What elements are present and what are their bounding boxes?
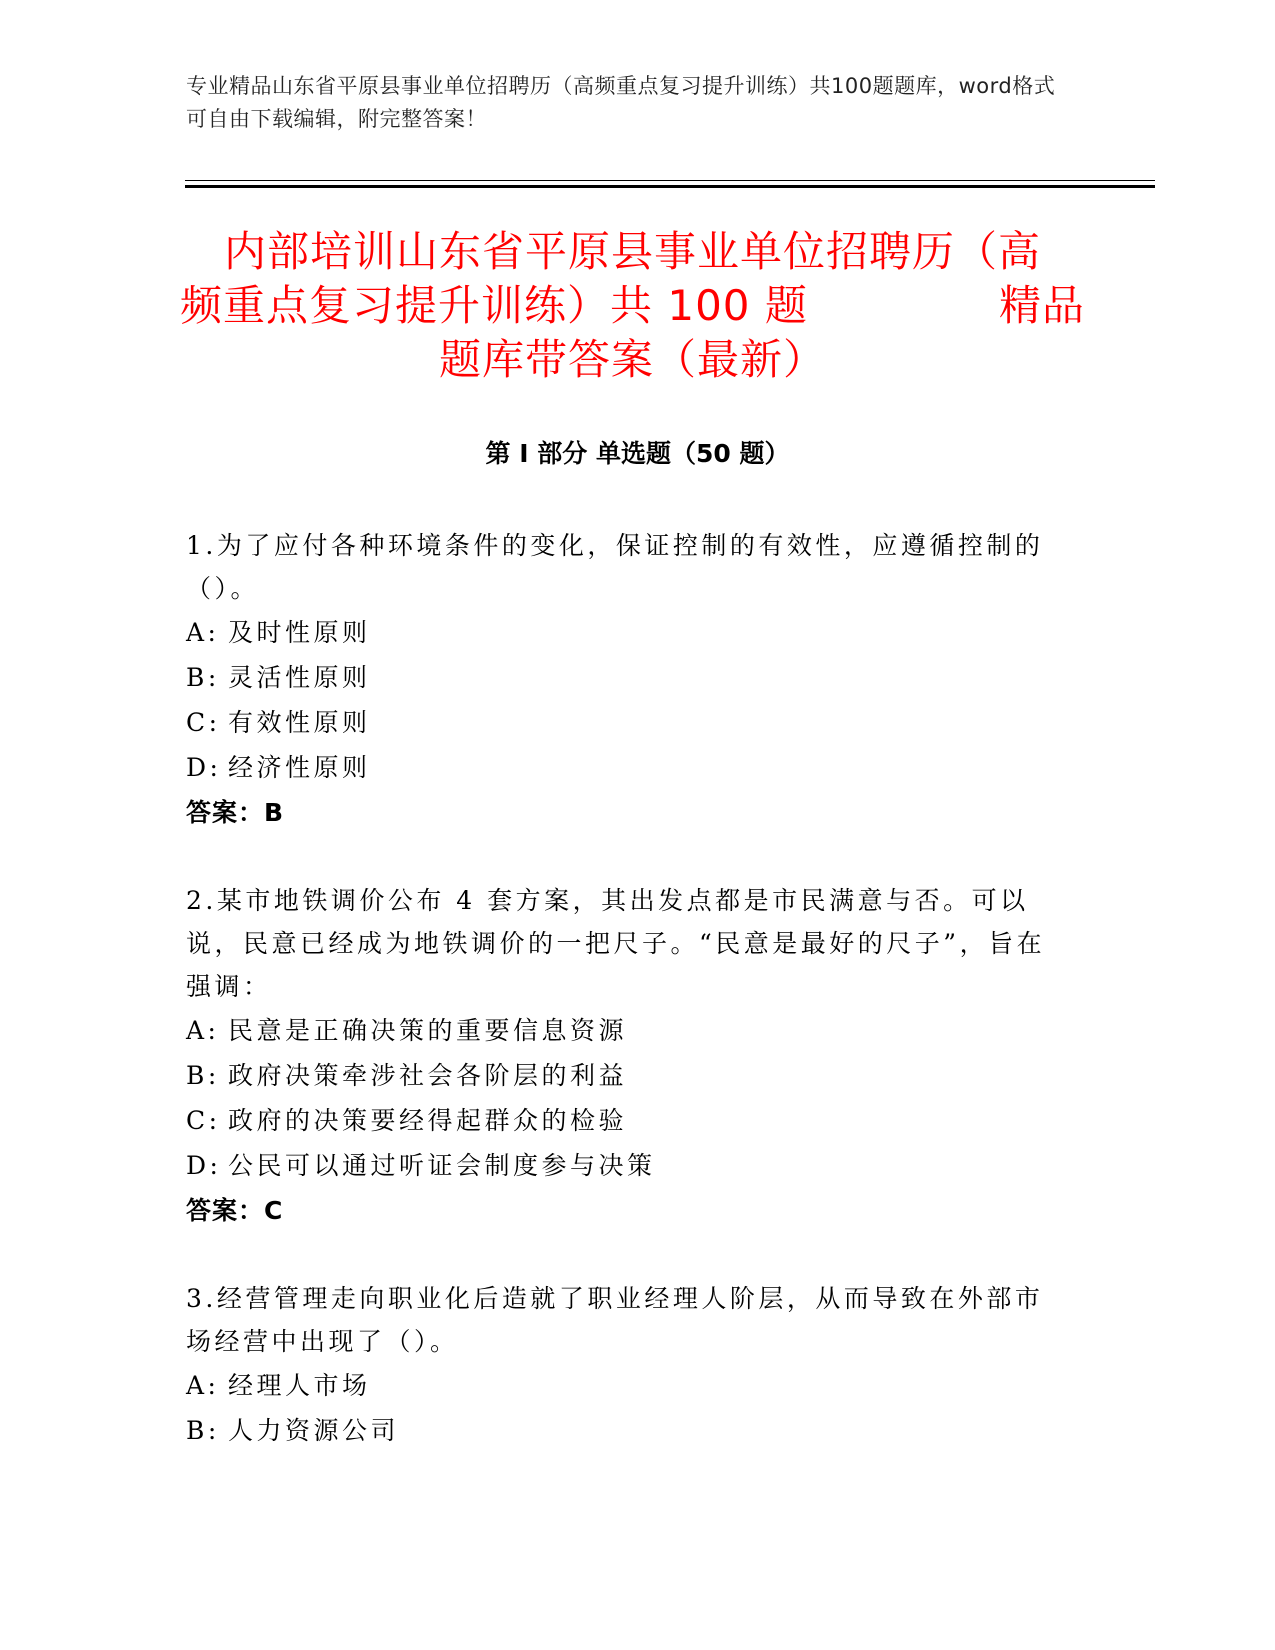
answer-line: 答案：B	[186, 798, 285, 827]
option-letter: A:	[186, 618, 220, 647]
option-c	[186, 1098, 1066, 1143]
question-list	[186, 524, 1066, 1497]
option-letter: D:	[186, 1151, 222, 1180]
title-line-2-right: 精品	[998, 281, 1085, 330]
option-text: 民意是正确决策的重要信息资源	[228, 1016, 628, 1045]
header-rule-thick	[185, 185, 1155, 188]
option-letter: B:	[186, 1416, 220, 1445]
option-letter: C:	[186, 708, 221, 737]
option-d	[186, 745, 1066, 790]
option-letter: A:	[186, 1371, 220, 1400]
option-text: 政府决策牵涉社会各阶层的利益	[228, 1061, 628, 1090]
title-line-2	[180, 279, 1085, 333]
question-stem: 3.经营管理走向职业化后造就了职业经理人阶层，从而导致在外部市场经营中出现了（）。	[186, 1284, 1044, 1356]
option-b	[186, 1408, 1066, 1453]
option-text: 经理人市场	[228, 1371, 371, 1400]
option-a	[186, 1008, 1066, 1053]
title-line-3: 题库带答案（最新）	[438, 335, 826, 384]
option-b	[186, 1053, 1066, 1098]
option-b	[186, 655, 1066, 700]
question-1	[186, 524, 1066, 835]
answer-line: 答案：C	[186, 1196, 284, 1225]
option-text: 公民可以通过听证会制度参与决策	[228, 1151, 656, 1180]
title-line-1: 内部培训山东省平原县事业单位招聘历（高	[223, 227, 1041, 276]
option-c	[186, 700, 1066, 745]
option-text: 经济性原则	[228, 753, 371, 782]
header-rule-thin	[185, 180, 1155, 181]
option-letter: B:	[186, 663, 220, 692]
document-title	[180, 225, 1085, 387]
question-3	[186, 1277, 1066, 1453]
option-d	[186, 1143, 1066, 1188]
section-heading: 第 I 部分 单选题（50 题）	[485, 439, 790, 468]
question-stem: 1.为了应付各种环境条件的变化，保证控制的有效性，应遵循控制的（）。	[186, 531, 1044, 603]
question-2	[186, 879, 1066, 1233]
option-letter: C:	[186, 1106, 221, 1135]
option-letter: B:	[186, 1061, 220, 1090]
option-text: 政府的决策要经得起群众的检验	[228, 1106, 628, 1135]
option-a	[186, 610, 1066, 655]
option-text: 有效性原则	[228, 708, 371, 737]
document-header-text: 专业精品山东省平原县事业单位招聘历（高频重点复习提升训练）共100题题库，word格式可自由下载编辑，附完整答案！	[186, 74, 1056, 131]
option-a	[186, 1363, 1066, 1408]
option-text: 灵活性原则	[228, 663, 371, 692]
title-line-2-left: 频重点复习提升训练）共 100 题	[180, 281, 808, 330]
option-letter: A:	[186, 1016, 220, 1045]
question-stem: 2.某市地铁调价公布 4 套方案，其出发点都是市民满意与否。可以说，民意已经成为地铁调价的一把尺子。“民意是最好的尺子”，旨在强调：	[186, 886, 1046, 1001]
option-text: 及时性原则	[228, 618, 371, 647]
option-letter: D:	[186, 753, 222, 782]
option-text: 人力资源公司	[228, 1416, 400, 1445]
